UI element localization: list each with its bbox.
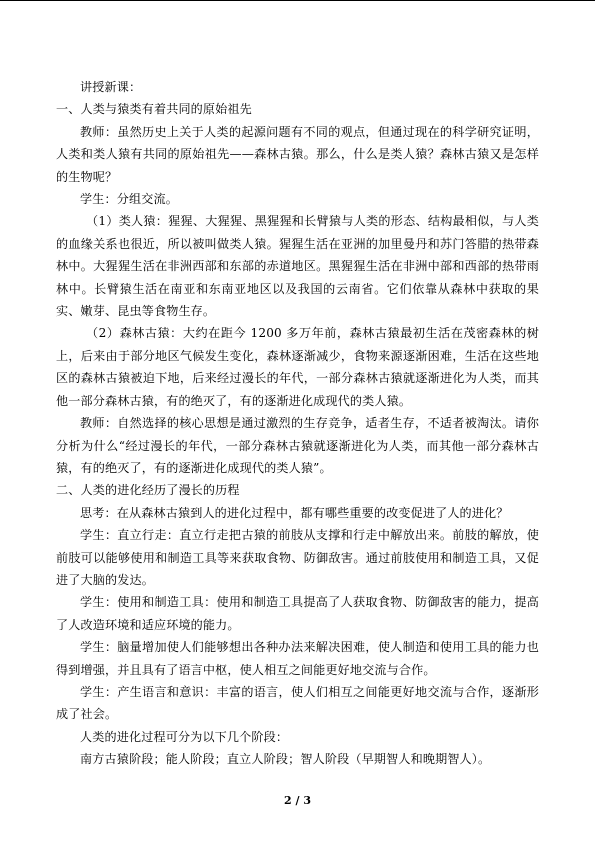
paragraph-upright-walking: 学生：直立行走：直立行走把古猿的前肢从支撑和行走中解放出来。前肢的解放，使前肢可以能够使用和制造工具等来获取食物、防御敌害。通过前肢使用和制造工具，又促进了大脑的发达。 — [56, 528, 539, 587]
paragraph-brain: 学生：脑量增加使人们能够想出各种办法来解决困难，使人制造和使用工具的能力也得到增强，并且具有了语言中枢，使人相互之间能更好地交流与合作。 — [56, 640, 539, 677]
paragraph-forest-ape: （2）森林古猿：大约在距今 1200 多万年前，森林古猿最初生活在茂密森林的树上，后来由于部分地区气候发生变化，森林逐渐减少，食物来源逐渐困难，生活在这些地区的森林古猿被迫下地，后来经过漫长的年代，一部分森林古猿就逐渐进化为人类，而其他一部分森林古猿，有的绝灭了，有的逐渐进化成现代的类人猿。 — [56, 326, 539, 408]
paragraph-apes: （1）类人猿：猩猩、大猩猩、黑猩猩和长臂猿与人类的形态、结构最相似，与人类的血缘关系也很近，所以被叫做类人猿。猩猩生活在亚洲的加里曼丹和苏门答腊的热带森林中。大猩猩生活在非洲西部和东部的赤道地区。黑猩猩生活在非洲中部和西部的热带雨林中。长臂猿生活在南亚和东南亚地区以及我国的云南省。它们依靠从森林中获取的果实、嫩芽、昆虫等食物生存。 — [56, 214, 539, 319]
section-intro: 讲授新课： — [80, 80, 142, 94]
heading-section-2: 二、人类的进化经历了漫长的历程 — [56, 483, 240, 498]
paragraph-think: 思考：在从森林古猿到人的进化过程中，都有哪些重要的改变促进了人的进化？ — [80, 505, 509, 520]
page-number: 2 / 3 — [284, 794, 311, 807]
heading-section-1: 一、人类与猿类有着共同的原始祖先 — [56, 102, 252, 117]
paragraph-tools: 学生：使用和制造工具：使用和制造工具提高了人获取食物、防御敌害的能力，提高了人改造环境和适应环境的能力。 — [56, 595, 539, 632]
paragraph-teacher-question: 教师：虽然历史上关于人类的起源问题有不同的观点，但通过现在的科学研究证明，人类和类人猿有共同的原始祖先——森林古猿。那么，什么是类人猿？森林古猿又是怎样的生物呢？ — [56, 124, 539, 184]
paragraph-student-discussion: 学生：分组交流。 — [80, 192, 178, 207]
paragraph-language: 学生：产生语言和意识：丰富的语言，使人们相互之间能更好地交流与合作，逐渐形成了社会。 — [56, 684, 539, 722]
paragraph-stages-intro: 人类的进化过程可分为以下几个阶段： — [80, 729, 289, 744]
paragraph-stages-list: 南方古猿阶段；能人阶段；直立人阶段；智人阶段（早期智人和晚期智人）。 — [80, 752, 491, 767]
header-rule — [0, 0, 595, 1]
document-body — [56, 76, 539, 771]
paragraph-natural-selection: 教师：自然选择的核心思想是通过激烈的生存竞争，适者生存，不适者被淘汰。请你分析为什么“经过漫长的年代，一部分森林古猿就逐渐进化为人类，而其他一部分森林古猿，有的绝灭了，有的逐渐进化成现代的类人猿”。 — [56, 416, 539, 475]
